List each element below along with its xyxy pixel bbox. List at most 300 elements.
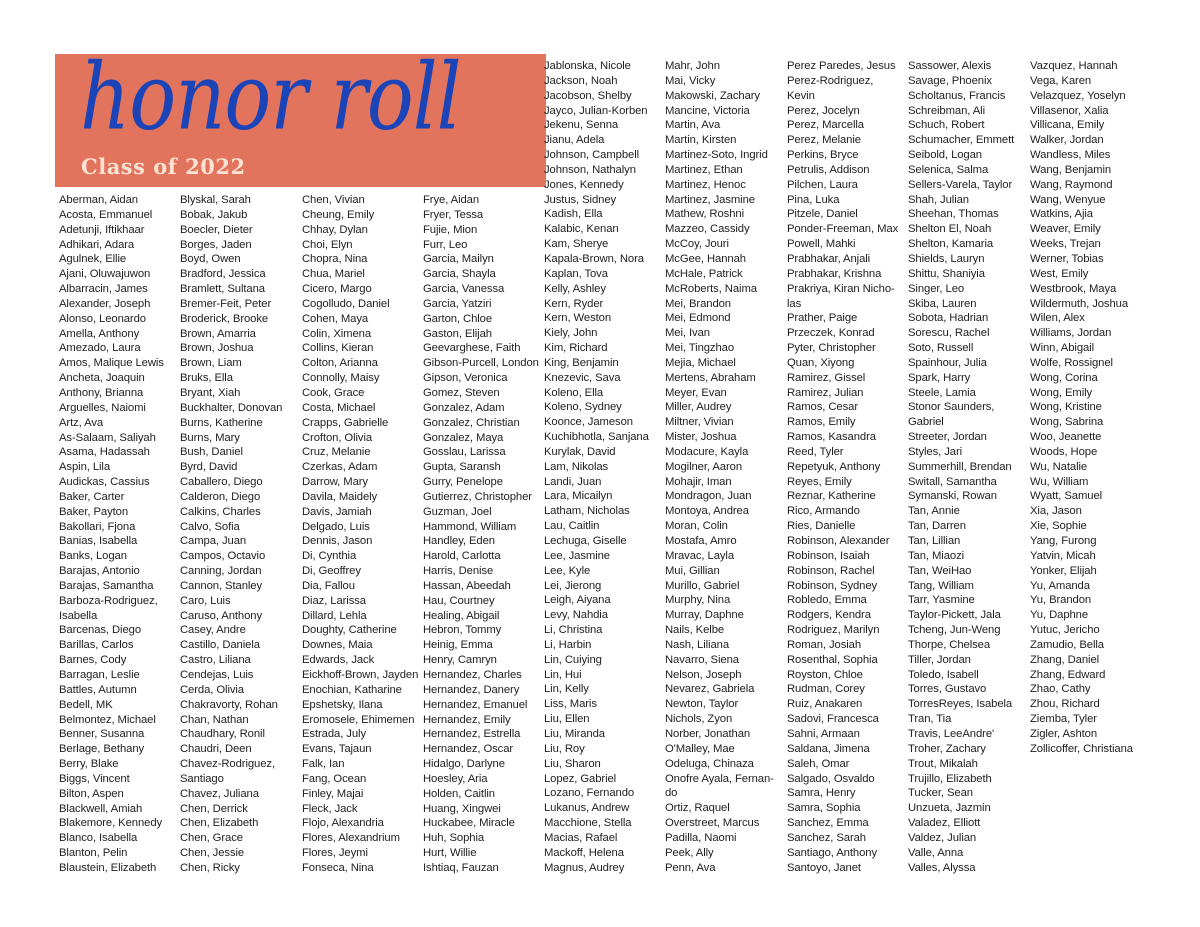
student-name: Jablonska, Nicole — [544, 60, 631, 72]
student-name: Colin, Ximena — [302, 327, 372, 340]
student-name: Finley, Majai — [302, 787, 364, 800]
student-name: Wong, Corina — [1030, 371, 1098, 384]
student-name: Perez Paredes, Jesus — [787, 60, 896, 72]
student-name: Huh, Sophia — [423, 832, 485, 845]
student-name: Hurt, Willie — [423, 847, 477, 860]
student-name: Woo, Jeanette — [1030, 431, 1102, 444]
student-name: Travis, LeeAndre' — [908, 727, 995, 740]
student-name: Huckabee, Miracle — [423, 817, 515, 830]
student-name: As-Salaam, Saliyah — [59, 431, 156, 444]
student-name: Zollicoffer, Christiana — [1030, 742, 1133, 755]
student-name: Amos, Malique Lewis — [59, 357, 164, 370]
student-name: Gipson, Veronica — [423, 372, 508, 385]
student-name: Banks, Logan — [59, 550, 127, 563]
student-name: Barnes, Cody — [59, 654, 127, 667]
student-name: Berry, Blake — [59, 758, 119, 771]
student-name: Kern, Ryder — [544, 297, 604, 310]
student-name: Shah, Julian — [908, 193, 969, 206]
student-name: Adhikari, Adara — [59, 238, 135, 251]
student-name: Robinson, Sydney — [787, 579, 878, 592]
student-name: Martinez-Soto, Ingrid — [665, 149, 768, 162]
student-name: Royston, Chloe — [787, 668, 863, 681]
student-name: Overstreet, Marcus — [665, 817, 760, 830]
student-name: Ries, Danielle — [787, 520, 856, 533]
student-name: Delgado, Luis — [302, 520, 370, 533]
student-name: Cruz, Melanie — [302, 446, 371, 459]
student-name: Kelly, Ashley — [544, 282, 606, 295]
student-name: Mertens, Abraham — [665, 371, 756, 384]
student-name: Canning, Jordan — [180, 565, 262, 578]
student-name: Diaz, Larissa — [302, 594, 366, 607]
student-name: Mancine, Victoria — [665, 104, 750, 117]
student-name: Albarracin, James — [59, 283, 148, 296]
student-name: Berlage, Bethany — [59, 743, 145, 756]
student-name: Petrulis, Addison — [787, 163, 870, 176]
student-name: Boecler, Dieter — [180, 223, 253, 236]
student-name: Adetunji, Iftikhaar — [59, 223, 145, 236]
student-name: Gonzalez, Christian — [423, 416, 520, 429]
student-name: Troher, Zachary — [908, 742, 986, 755]
student-name: Selenica, Salma — [908, 163, 989, 176]
student-name: Valdez, Julian — [908, 831, 977, 844]
student-name: Xia, Jason — [1030, 505, 1082, 518]
student-name: Mei, Edmond — [665, 312, 731, 325]
student-name: Wolfe, Rossignel — [1030, 356, 1113, 369]
student-name: Shittu, Shaniyia — [908, 267, 985, 280]
student-name: Koleno, Ella — [544, 386, 604, 399]
student-name: Amezado, Laura — [59, 342, 141, 355]
student-name: Streeter, Jordan — [908, 431, 987, 444]
student-name: Davila, Maidely — [302, 490, 378, 503]
student-name: Davis, Jamiah — [302, 505, 372, 518]
student-name: Mazzeo, Cassidy — [665, 223, 750, 236]
student-name: Knezevic, Sava — [544, 371, 621, 384]
student-name: Williams, Jordan — [1030, 327, 1112, 340]
student-name: Ziemba, Tyler — [1030, 713, 1097, 726]
student-name: Chen, Vivian — [302, 194, 365, 206]
student-name: Chavez, Juliana — [180, 787, 259, 800]
name-column-6 — [665, 59, 785, 875]
student-name: Schumacher, Emmett — [908, 134, 1015, 147]
student-name: Valadez, Elliott — [908, 817, 981, 830]
student-name: Wang, Benjamin — [1030, 163, 1112, 176]
student-name: Villasenor, Xalia — [1030, 104, 1109, 117]
student-name: Harris, Denise — [423, 565, 494, 578]
name-column-1 — [59, 193, 179, 876]
student-name: Blaustein, Elizabeth — [59, 861, 157, 874]
student-name: Ramirez, Gissel — [787, 371, 866, 384]
student-name: Kaplan, Tova — [544, 267, 608, 280]
student-name: Aberman, Aidan — [59, 194, 138, 206]
student-name: Valle, Anna — [908, 846, 964, 859]
student-name: Boyd, Owen — [180, 253, 241, 266]
student-name: Latham, Nicholas — [544, 505, 630, 518]
student-name: Nevarez, Gabriela — [665, 683, 755, 696]
student-name: Perez, Jocelyn — [787, 104, 860, 117]
student-name: Ramos, Emily — [787, 416, 856, 429]
student-name: Roman, Josiah — [787, 638, 862, 651]
student-name: Gonzalez, Maya — [423, 431, 504, 444]
student-name: Lopez, Gabriel — [544, 772, 617, 785]
student-name: Darrow, Mary — [302, 476, 368, 489]
student-name: Justus, Sidney — [544, 193, 617, 206]
student-name: Zhao, Cathy — [1030, 683, 1091, 696]
student-name: Eromosele, Ehimemen — [302, 713, 415, 726]
student-name: Anthony, Brianna — [59, 386, 144, 399]
student-name: Murray, Daphne — [665, 609, 744, 622]
student-name: Di, Geoffrey — [302, 565, 361, 578]
student-name: Hau, Courtney — [423, 594, 495, 607]
student-name: Magnus, Audrey — [544, 861, 625, 874]
student-name: Barragan, Leslie — [59, 669, 140, 681]
student-name: Cook, Grace — [302, 386, 365, 399]
student-name: Jacobson, Shelby — [544, 89, 632, 102]
student-name: Crofton, Olivia — [302, 431, 373, 444]
student-name: Fleck, Jack — [302, 802, 358, 815]
student-name: Brown, Amarria — [180, 327, 256, 340]
student-name: Shields, Lauryn — [908, 252, 985, 265]
student-name: Zhang, Daniel — [1030, 653, 1100, 666]
student-name: Mathew, Roshni — [665, 208, 744, 221]
student-name: Thorpe, Chelsea — [908, 638, 991, 651]
student-name: Ancheta, Joaquin — [59, 372, 145, 385]
student-name: Caro, Luis — [180, 594, 231, 607]
student-name: King, Benjamin — [544, 356, 619, 369]
student-name: Mei, Tingzhao — [665, 342, 735, 355]
student-name: Velazquez, Yoselyn — [1030, 89, 1126, 102]
student-name: Hoesley, Aria — [423, 772, 488, 785]
student-name: Johnson, Nathalyn — [544, 163, 636, 176]
class-subtitle: Class of 2022 — [81, 154, 246, 179]
student-name: Padilla, Naomi — [665, 831, 737, 844]
student-name: Yu, Amanda — [1030, 579, 1090, 592]
name-column-4 — [423, 193, 543, 876]
student-name: Blyskal, Sarah — [180, 194, 251, 206]
student-name: Macchione, Stella — [544, 817, 632, 830]
student-name: Campos, Octavio — [180, 550, 266, 563]
student-name: Fujie, Mion — [423, 223, 478, 236]
student-name: Ramos, Cesar — [787, 401, 858, 414]
student-name: Evans, Tajaun — [302, 743, 372, 756]
student-name: Koonce, Jameson — [544, 416, 633, 429]
student-name: Woods, Hope — [1030, 445, 1098, 458]
student-name: Burns, Katherine — [180, 416, 263, 429]
student-name: Yonker, Elijah — [1030, 564, 1097, 577]
student-name: Li, Christina — [544, 624, 603, 637]
student-name: Audickas, Cassius — [59, 476, 150, 489]
student-name: Hebron, Tommy — [423, 624, 502, 637]
student-name: Arguelles, Naiomi — [59, 401, 146, 414]
student-name: Tan, Annie — [908, 505, 960, 518]
student-name: Mejia, Michael — [665, 356, 736, 369]
student-name: Huang, Xingwei — [423, 802, 501, 815]
student-name: Montoya, Andrea — [665, 505, 749, 518]
student-name: Sheehan, Thomas — [908, 208, 999, 221]
student-name: Caruso, Anthony — [180, 609, 263, 622]
student-name: Gomez, Steven — [423, 386, 500, 399]
student-name: Alexander, Joseph — [59, 297, 151, 310]
student-name: Jekenu, Senna — [544, 119, 619, 132]
student-name: Nails, Kelbe — [665, 624, 725, 637]
student-name: Barillas, Carlos — [59, 639, 134, 652]
student-name: Wandless, Miles — [1030, 149, 1111, 162]
student-name: Kam, Sherye — [544, 238, 609, 251]
student-name: Kuchibhotla, Sanjana — [544, 431, 649, 444]
student-name: Castro, Liliana — [180, 654, 251, 667]
student-name: Kern, Weston — [544, 312, 612, 325]
student-name: Valles, Alyssa — [908, 861, 976, 874]
student-name: Skiba, Lauren — [908, 297, 977, 310]
student-name: Ajani, Oluwajuwon — [59, 268, 151, 281]
student-name: Falk, Ian — [302, 758, 345, 771]
student-name: Barajas, Antonio — [59, 565, 140, 578]
student-name: Villicana, Emily — [1030, 119, 1105, 132]
student-name: Switall, Samantha — [908, 475, 997, 488]
student-name: Hernandez, Danery — [423, 683, 520, 696]
student-name: Shelton, Kamaria — [908, 238, 994, 251]
student-name: Kalabic, Kenan — [544, 223, 619, 236]
student-name: Spainhour, Julia — [908, 356, 987, 369]
student-name: Samra, Sophia — [787, 802, 861, 815]
student-name: Bobak, Jakub — [180, 208, 248, 221]
student-name: Chen, Derrick — [180, 802, 248, 815]
student-name: Chen, Grace — [180, 832, 243, 845]
student-name: Saldana, Jimena — [787, 742, 870, 755]
student-name: Symanski, Rowan — [908, 490, 997, 503]
student-name: Wong, Kristine — [1030, 401, 1102, 414]
student-name: Onofre Ayala, Fernan- — [665, 772, 774, 785]
student-name: Benner, Susanna — [59, 728, 145, 741]
student-name: Samra, Henry — [787, 787, 856, 800]
student-name: Belmontez, Michael — [59, 713, 156, 726]
student-name: Mister, Joshua — [665, 431, 737, 444]
student-name: Santiago, Anthony — [787, 846, 878, 859]
student-name: Newton, Taylor — [665, 698, 739, 711]
student-name: Ramirez, Julian — [787, 386, 864, 399]
student-name: Robinson, Alexander — [787, 535, 890, 547]
student-name: Koleno, Sydney — [544, 401, 622, 414]
student-name: Rosenthal, Sophia — [787, 653, 878, 666]
student-name: Werner, Tobias — [1030, 252, 1104, 265]
student-name: Robinson, Rachel — [787, 564, 875, 577]
student-name: Wong, Emily — [1030, 386, 1093, 399]
student-name: Chaudri, Deen — [180, 743, 252, 756]
student-name: Seibold, Logan — [908, 149, 982, 162]
student-name: Tarr, Yasmine — [908, 594, 975, 607]
student-name: Landi, Juan — [544, 475, 602, 488]
student-name: Macias, Rafael — [544, 831, 618, 844]
student-name: Soto, Russell — [908, 342, 974, 355]
student-name: Furr, Leo — [423, 238, 468, 251]
student-name: Borges, Jaden — [180, 238, 252, 251]
student-name: Lozano, Fernando — [544, 787, 635, 800]
student-name: Liu, Sharon — [544, 757, 601, 770]
student-name: Blanton, Pelin — [59, 847, 128, 860]
student-name: Tcheng, Jun-Weng — [908, 624, 1001, 637]
student-name: Schuch, Robert — [908, 119, 985, 132]
student-name: Mogilner, Aaron — [665, 460, 742, 473]
student-name: Yu, Daphne — [1030, 609, 1089, 622]
student-name: Mei, Brandon — [665, 297, 731, 310]
student-name: Sellers-Varela, Taylor — [908, 178, 1013, 191]
student-name: Penn, Ava — [665, 861, 716, 874]
student-name: Tang, William — [908, 579, 974, 592]
student-name: Taylor-Pickett, Jala — [908, 609, 1001, 622]
student-name: Martinez, Henoc — [665, 178, 746, 191]
student-name: Chakravorty, Rohan — [180, 698, 278, 711]
student-name: Tucker, Sean — [908, 787, 973, 800]
student-name: Dillard, Lehla — [302, 609, 367, 622]
student-name: Vazquez, Hannah — [1030, 60, 1118, 72]
student-name: Nichols, Zyon — [665, 713, 733, 726]
student-name: Schreibman, Ali — [908, 104, 985, 117]
student-name: Dia, Fallou — [302, 579, 355, 592]
student-name: Asama, Hadassah — [59, 446, 150, 459]
student-name: Tan, Lillian — [908, 535, 961, 547]
student-name: Rodriguez, Marilyn — [787, 624, 880, 637]
student-name: Crapps, Gabrielle — [302, 416, 389, 429]
student-name: Chan, Nathan — [180, 713, 249, 726]
student-name: Jones, Kennedy — [544, 178, 624, 191]
student-name: Caballero, Diego — [180, 476, 263, 489]
student-name: Ortiz, Raquel — [665, 802, 730, 815]
student-name: Mui, Gillian — [665, 564, 720, 577]
student-name: Amella, Anthony — [59, 327, 140, 340]
name-column-7 — [787, 59, 907, 875]
student-name: Zhou, Richard — [1030, 698, 1100, 711]
student-name: Wang, Raymond — [1030, 178, 1113, 191]
student-name: Saleh, Omar — [787, 757, 850, 770]
student-name: Mostafa, Amro — [665, 535, 737, 547]
student-name: Li, Harbin — [544, 638, 592, 651]
student-name: Gutierrez, Christopher — [423, 490, 532, 503]
student-name: Lin, Cuiying — [544, 653, 602, 666]
student-name: Kadish, Ella — [544, 208, 603, 221]
title-banner — [55, 44, 546, 187]
student-name: Perez, Marcella — [787, 119, 864, 132]
student-name: Gabriel — [908, 416, 944, 429]
student-name: Ramos, Kasandra — [787, 431, 876, 444]
student-name: Baker, Carter — [59, 490, 125, 503]
student-name: Tan, Miaozi — [908, 549, 965, 562]
student-name: Shelton El, Noah — [908, 223, 992, 236]
student-name: Henry, Camryn — [423, 654, 497, 667]
student-name: Garcia, Vanessa — [423, 283, 505, 296]
student-name: Bruks, Ella — [180, 372, 233, 385]
student-name: Perez, Melanie — [787, 134, 861, 147]
student-name: Lara, Micailyn — [544, 490, 613, 503]
student-name: Mondragon, Juan — [665, 490, 752, 503]
student-name: Agulnek, Ellie — [59, 253, 127, 266]
student-name: Gibson-Purcell, London — [423, 357, 539, 370]
student-name: Czerkas, Adam — [302, 461, 378, 474]
student-name: Harold, Carlotta — [423, 550, 501, 563]
student-name: Johnson, Campbell — [544, 149, 640, 162]
student-name: Martin, Kirsten — [665, 134, 737, 147]
student-name: Perez-Rodriguez, — [787, 74, 874, 87]
student-name: Lee, Kyle — [544, 564, 591, 577]
student-name: Acosta, Emmanuel — [59, 208, 153, 221]
student-name: Edwards, Jack — [302, 654, 375, 667]
student-name: Blackwell, Amiah — [59, 802, 143, 815]
student-name: Winn, Abigail — [1030, 342, 1095, 355]
student-name: Martin, Ava — [665, 119, 721, 132]
student-name: Nelson, Joseph — [665, 668, 742, 681]
student-name: Castillo, Daniela — [180, 639, 260, 652]
student-name: Robinson, Isaiah — [787, 549, 870, 562]
student-name: Reznar, Katherine — [787, 490, 876, 503]
student-name: Martinez, Jasmine — [665, 193, 755, 206]
student-name: Downes, Maia — [302, 639, 373, 652]
student-name: Hernandez, Oscar — [423, 743, 514, 756]
student-name: Kiely, John — [544, 327, 598, 340]
student-name: Sanchez, Emma — [787, 817, 869, 830]
student-name: Pyter, Christopher — [787, 342, 876, 355]
student-name: Scholtanus, Francis — [908, 89, 1006, 102]
student-name: Cheung, Emily — [302, 208, 375, 221]
student-name: Murphy, Nina — [665, 594, 731, 607]
student-name: Dennis, Jason — [302, 535, 373, 548]
student-name: Pilchen, Laura — [787, 178, 858, 191]
student-name: Cannon, Stanley — [180, 579, 263, 592]
student-name: Buckhalter, Donovan — [180, 401, 283, 414]
student-name: Baker, Payton — [59, 505, 129, 518]
student-name: Weaver, Emily — [1030, 223, 1101, 236]
student-name: Steele, Lamia — [908, 386, 976, 399]
student-name: las — [787, 297, 802, 310]
student-name: Di, Cynthia — [302, 550, 357, 563]
student-name: Hernandez, Emanuel — [423, 698, 528, 711]
student-name: TorresReyes, Isabela — [908, 698, 1013, 711]
student-name: Brown, Joshua — [180, 342, 254, 355]
student-name: Hernandez, Emily — [423, 713, 511, 726]
student-name: Bremer-Feit, Peter — [180, 297, 272, 310]
student-name: Miltner, Vivian — [665, 416, 734, 429]
student-name: Chhay, Dylan — [302, 223, 368, 236]
student-name: Vega, Karen — [1030, 74, 1092, 87]
name-column-8 — [908, 59, 1028, 875]
student-name: Tan, Darren — [908, 520, 966, 533]
student-name: Sobota, Hadrian — [908, 312, 989, 325]
student-name: Wilen, Alex — [1030, 312, 1085, 325]
student-name: Tran, Tia — [908, 713, 952, 726]
student-name: Yutuc, Jericho — [1030, 624, 1100, 637]
student-name: Torres, Gustavo — [908, 683, 987, 696]
student-name: Zamudio, Bella — [1030, 638, 1104, 651]
student-name: Chua, Mariel — [302, 268, 365, 281]
student-name: Barajas, Samantha — [59, 579, 154, 592]
student-name: Odeluga, Chinaza — [665, 757, 754, 770]
student-name: Alonso, Leonardo — [59, 312, 146, 325]
student-name: Chopra, Nina — [302, 253, 368, 266]
student-name: Unzueta, Jazmin — [908, 802, 991, 815]
student-name: Jayco, Julian-Korben — [544, 104, 648, 117]
student-name: Powell, Mahki — [787, 238, 856, 251]
student-name: Flores, Alexandrium — [302, 832, 400, 845]
student-name: Jackson, Noah — [544, 74, 618, 87]
student-name: Prabhakar, Anjali — [787, 252, 871, 265]
student-name: Estrada, July — [302, 728, 366, 741]
student-name: Wildermuth, Joshua — [1030, 297, 1129, 310]
student-name: Lee, Jasmine — [544, 549, 610, 562]
student-name: Calderon, Diego — [180, 490, 261, 503]
student-name: Blakemore, Kennedy — [59, 817, 163, 830]
student-name: Sadovi, Francesca — [787, 713, 879, 726]
student-name: Hernandez, Charles — [423, 669, 522, 681]
student-name: Blanco, Isabella — [59, 832, 138, 845]
student-name: Nash, Liliana — [665, 638, 730, 651]
student-name: Flores, Jeymi — [302, 847, 368, 860]
